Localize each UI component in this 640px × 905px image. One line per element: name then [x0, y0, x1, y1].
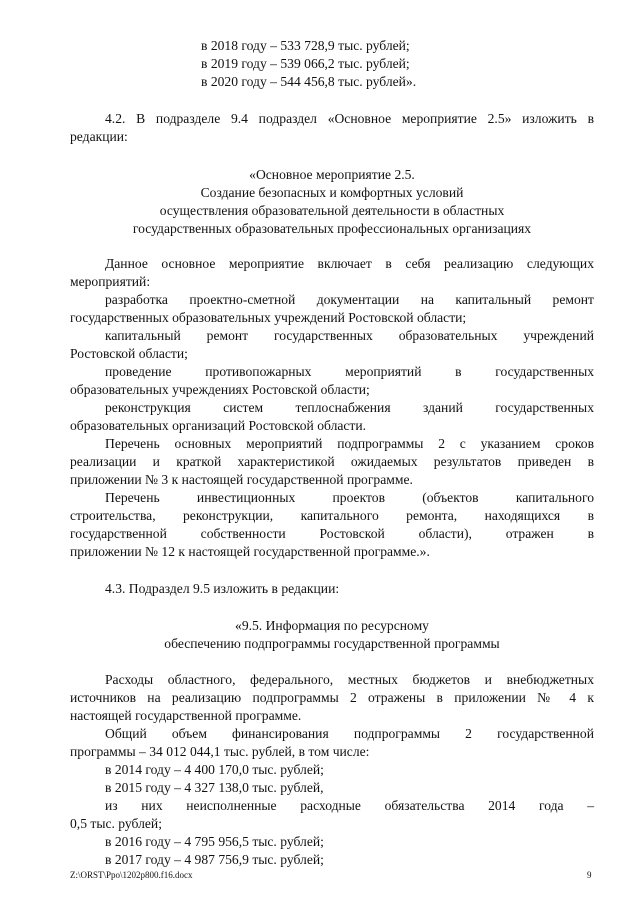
section-2-5-title-3: осуществления образовательной деятельности в областных	[159, 203, 505, 218]
section-2-5-title-4: государственных образовательных профессиональных организациях	[132, 221, 532, 236]
measure-4-line-2: образовательных организаций Ростовской области.	[70, 418, 367, 433]
year-2019-line: в 2019 году – 539 066,2 тыс. рублей;	[201, 56, 410, 71]
section-9-5-title-1: «9.5. Информация по ресурсному	[235, 618, 429, 633]
year-2016-line: в 2016 году – 4 795 956,5 тыс. рублей;	[105, 834, 324, 849]
year-2020-line: в 2020 году – 544 456,8 тыс. рублей».	[201, 74, 417, 89]
paragraph-1-line-1: Перечень основных мероприятий подпрограммы 2 с указанием сроков	[105, 436, 594, 451]
expenses-line-3: настоящей государственной программе.	[70, 708, 302, 723]
unfulfilled-line-2: 0,5 тыс. рублей;	[70, 816, 162, 831]
section-2-5-title-1: «Основное мероприятие 2.5.	[249, 167, 415, 182]
total-volume-line-2: программы – 34 012 044,1 тыс. рублей, в том числе:	[70, 744, 370, 759]
page-number: 9	[587, 870, 592, 880]
measure-1-line-2: государственных образовательных учреждений Ростовской области;	[70, 310, 467, 325]
expenses-line-2: источников на реализацию подпрограммы 2 отражены в приложении № 4 к	[70, 690, 594, 705]
paragraph-2-line-2: строительства, реконструкции, капитального ремонта, находящихся в	[70, 508, 594, 523]
measure-3-line-2: образовательных учреждениях Ростовской области;	[70, 382, 370, 397]
total-volume-line-1: Общий объем финансирования подпрограммы 2 государственной	[105, 726, 594, 741]
section-2-5-title-2: Создание безопасных и комфортных условий	[200, 185, 464, 200]
section-9-5-title-2: обеспечению подпрограммы государственной программы	[164, 636, 500, 651]
year-2014-line: в 2014 году – 4 400 170,0 тыс. рублей;	[105, 762, 324, 777]
paragraph-1-line-2: реализации и краткой характеристикой ожидаемых результатов приведен в	[70, 454, 594, 469]
footer-file-path: Z:\ORST\Ppo\1202p800.f16.docx	[70, 870, 193, 880]
intro-line-1: Данное основное мероприятие включает в себя реализацию следующих	[105, 256, 594, 271]
expenses-line-1: Расходы областного, федерального, местных бюджетов и внебюджетных	[105, 672, 594, 687]
unfulfilled-line-1: из них неисполненные расходные обязательства 2014 года –	[105, 798, 594, 813]
measure-2-line-1: капитальный ремонт государственных образовательных учреждений	[105, 328, 594, 343]
paragraph-2-line-4: приложении № 12 к настоящей государственной программе.».	[70, 544, 430, 559]
item-4-2-line1: 4.2. В подразделе 9.4 подраздел «Основное мероприятие 2.5» изложить в	[105, 111, 594, 126]
measure-2-line-2: Ростовской области;	[70, 346, 188, 361]
measure-4-line-1: реконструкция систем теплоснабжения зданий государственных	[105, 400, 594, 415]
paragraph-2-line-3: государственной собственности Ростовской области), отражен в	[70, 526, 594, 541]
paragraph-2-line-1: Перечень инвестиционных проектов (объектов капитального	[105, 490, 594, 505]
year-2018-line: в 2018 году – 533 728,9 тыс. рублей;	[201, 38, 410, 53]
item-4-3-line: 4.3. Подраздел 9.5 изложить в редакции:	[105, 581, 340, 596]
year-2017-line: в 2017 году – 4 987 756,9 тыс. рублей;	[105, 852, 324, 867]
intro-line-2: мероприятий:	[70, 274, 151, 289]
paragraph-1-line-3: приложении № 3 к настоящей государственной программе.	[70, 472, 413, 487]
measure-1-line-1: разработка проектно-сметной документации на капитальный ремонт	[105, 292, 594, 307]
item-4-2-line2: редакции:	[70, 129, 128, 144]
year-2015-line: в 2015 году – 4 327 138,0 тыс. рублей,	[105, 780, 324, 795]
measure-3-line-1: проведение противопожарных мероприятий в государственных	[105, 364, 594, 379]
